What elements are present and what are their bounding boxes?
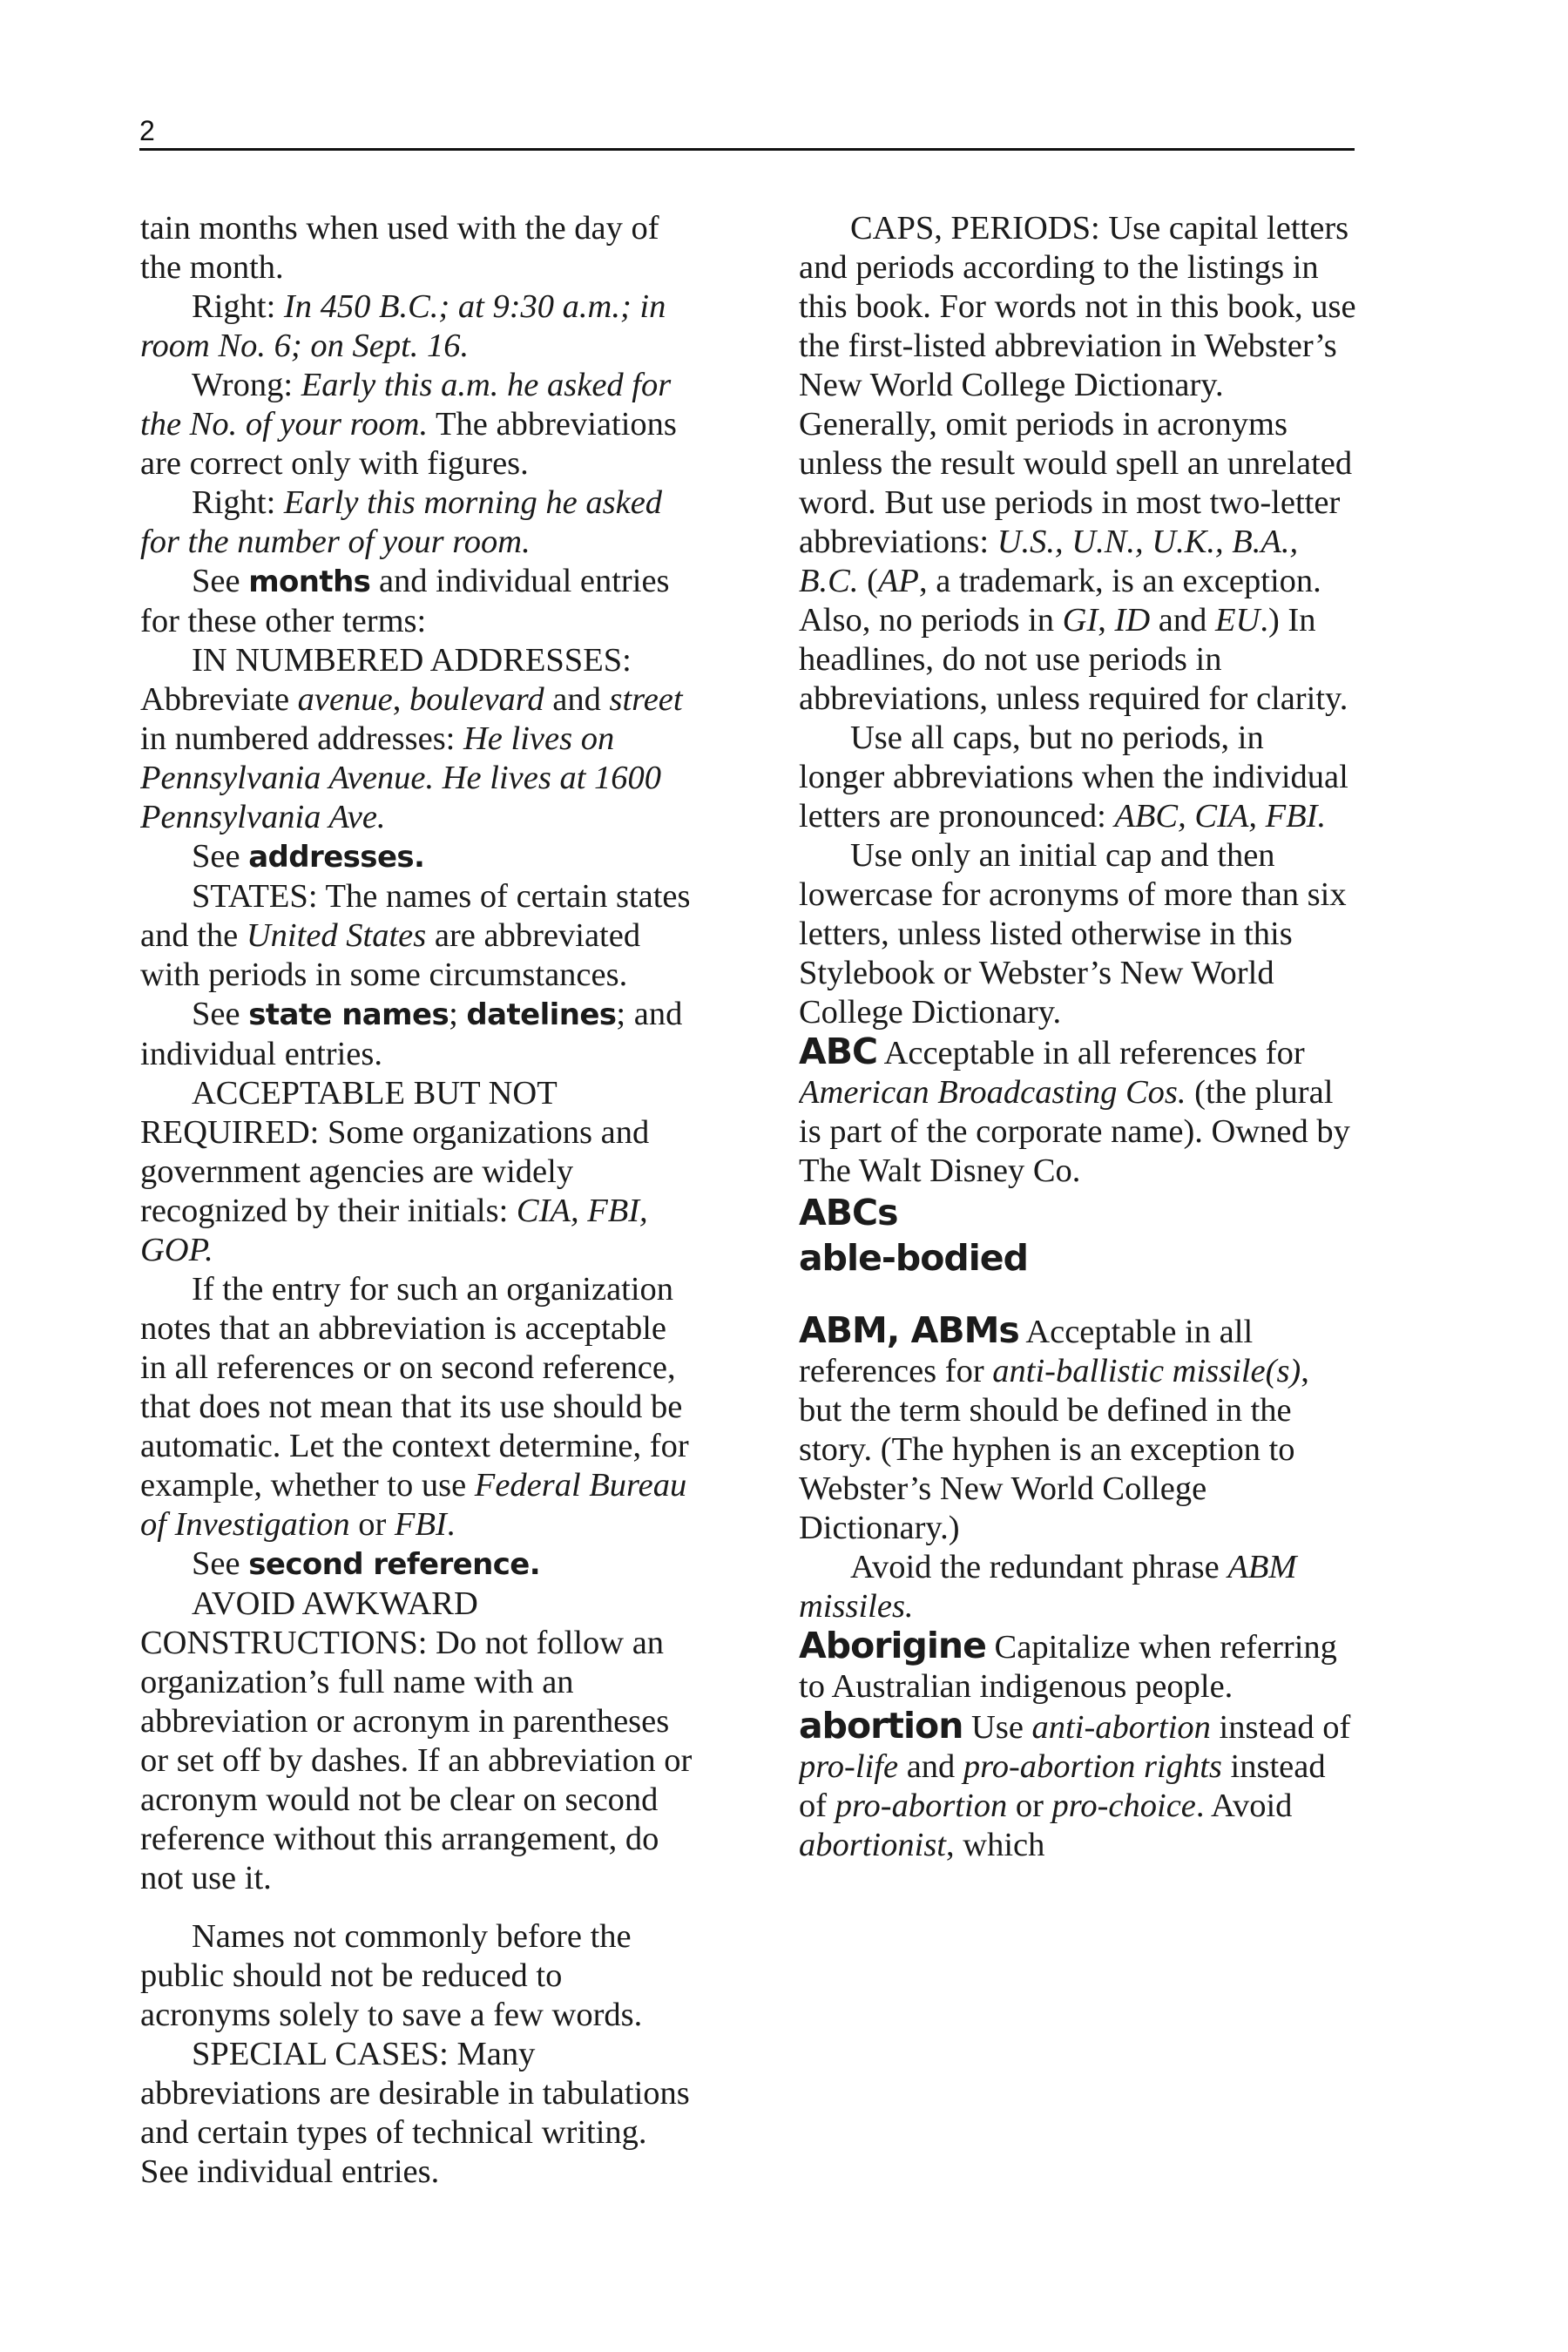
entry-headword: able-bodied	[799, 1237, 1028, 1279]
entry-able-bodied	[799, 1236, 1356, 1281]
paragraph: See second reference.	[192, 1545, 541, 1582]
paragraph: tain months when used with the day of the month.	[140, 210, 659, 286]
cross-reference: addresses.	[248, 840, 425, 875]
entry-headword: Aborigine	[799, 1625, 986, 1666]
paragraph: Names not commonly before the public should not be reduced to acronyms solely to save a few words.	[140, 1918, 643, 2033]
entry-abortion: abortion Use anti-abortion instead of pro-life and pro-abortion rights instead of pro-abortion or pro-choice. Avoid abortionist, which	[799, 1705, 1351, 1863]
paragraph: AVOID AWKWARD CONSTRUCTIONS: Do not follow an organization’s full name with an abbreviation or acronym in parentheses or set off by dashes. If an abbreviation or acronym would not be clear on second reference without this arrangement, do not use it.	[140, 1585, 693, 1896]
right-column	[799, 209, 1356, 2239]
paragraph: Wrong: Early this a.m. he asked for the No. of your room. The abbreviations are correct only with figures.	[140, 367, 677, 482]
left-column	[140, 209, 698, 2239]
paragraph: Avoid the redundant phrase ABM missiles.	[799, 1549, 1297, 1625]
cross-reference: second reference.	[248, 1547, 541, 1582]
entry-headword: ABM, ABMs	[799, 1309, 1019, 1351]
entry-abc: ABC Acceptable in all references for American Broadcasting Cos. (the plural is part of the corporate name). Owned by The Walt Disney Co.	[799, 1031, 1350, 1189]
paragraph: CAPS, PERIODS: Use capital letters and periods according to the listings in this book. For words not in this book, use the first-listed abbreviation in Webster’s New World College Dictionary. Generally, omit periods in acronyms unless the result would spell an unrelated word. But use periods in most two-letter abbreviations: U.S., U.N., U.K., B.A., B.C. (AP, a trademark, is an exception. Also, no periods in GI, ID and EU.) In headlines, do not use periods in abbreviations, unless required for clarity.	[799, 210, 1356, 717]
paragraph: ACCEPTABLE BUT NOT REQUIRED: Some organizations and government agencies are widely recognized by their initials: CIA, FBI, GOP.	[140, 1075, 650, 1268]
entry-abm: ABM, ABMs Acceptable in all references for anti-ballistic missile(s), but the term should be defined in the story. (The hyphen is an exception to Webster’s New World College Dictionary.)	[799, 1309, 1309, 1546]
entry-headword: ABC	[799, 1031, 878, 1072]
cross-reference: state names	[248, 997, 449, 1032]
paragraph: Use all caps, but no periods, in longer abbreviations when the individual letters are pronounced: ABC, CIA, FBI.	[799, 720, 1348, 835]
paragraph: See months and individual entries for these other terms:	[140, 563, 670, 639]
cross-reference: months	[248, 564, 371, 599]
paragraph: SPECIAL CASES: Many abbreviations are desirable in tabulations and certain types of technical writing. See individual entries.	[140, 2036, 690, 2190]
paragraph: See addresses.	[192, 838, 425, 875]
paragraph: Right: Early this morning he asked for the number of your room.	[140, 484, 663, 560]
cross-reference: datelines	[466, 997, 617, 1032]
paragraph: See state names; datelines; and individual entries.	[140, 996, 683, 1072]
entry-abcs	[799, 1191, 1356, 1236]
paragraph: If the entry for such an organization notes that an abbreviation is acceptable in all references or on second reference, that does not mean that its use should be automatic. Let the context determine, for example, whether to use Federal Bureau of Investigation or FBI.	[140, 1271, 689, 1543]
paragraph: Use only an initial cap and then lowercase for acronyms of more than six letters, unless listed otherwise in this Stylebook or Webster’s New World College Dictionary.	[799, 837, 1347, 1031]
entry-headword: ABCs	[799, 1192, 898, 1233]
paragraph: STATES: The names of certain states and the United States are abbreviated with periods in some circumstances.	[140, 878, 691, 993]
entry-aborigine: Aborigine Capitalize when referring to Australian indigenous people.	[799, 1625, 1337, 1705]
entry-headword: abortion	[799, 1705, 963, 1747]
page-number: 2	[139, 115, 155, 146]
paragraph: IN NUMBERED ADDRESSES: Abbreviate avenue, boulevard and street in numbered addresses: He lives on Pennsylvania Avenue. He lives at 1600 Pennsylvania Ave.	[140, 642, 683, 835]
paragraph: Right: In 450 B.C.; at 9:30 a.m.; in room No. 6; on Sept. 16.	[140, 288, 666, 364]
header-rule	[139, 148, 1355, 151]
page-cutoff-fade	[131, 2220, 1368, 2254]
